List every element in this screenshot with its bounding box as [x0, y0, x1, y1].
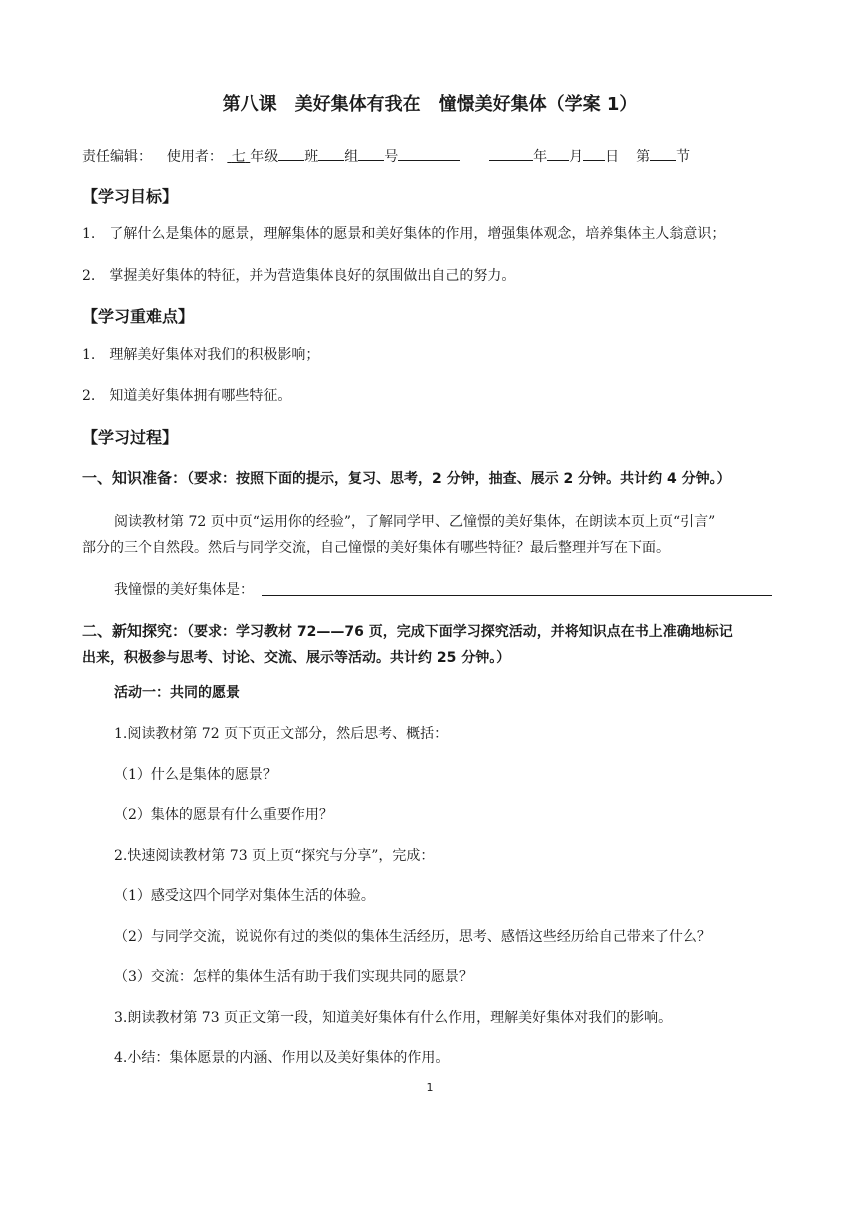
activity-item: 4.小结：集体愿景的内涵、作用以及美好集体的作用。: [114, 1050, 450, 1066]
process-heading: 【学习过程】: [82, 428, 179, 447]
day-blank: [583, 145, 605, 161]
grade-value: 七: [231, 149, 246, 165]
activity-item: （2）与同学交流，说说你有过的类似的集体生活经历，思考、感悟这些经历给自己带来了什么？: [114, 929, 711, 945]
goals-heading: 【学习目标】: [82, 187, 179, 206]
section1-requirement: （要求：按照下面的提示，复习、思考，2 分钟，抽查、展示 2 分钟。共计约 4 分钟。）: [187, 471, 731, 487]
section2-requirement: （要求：学习教材 72——76 页，完成下面学习探究活动，并将知识点在书上准确地标记: [187, 624, 733, 640]
year-blank: [489, 145, 533, 161]
grade-label: 年级: [250, 149, 279, 165]
page-number: 1: [426, 1081, 434, 1094]
user-label: 使用者：: [166, 149, 223, 165]
period-blank: [650, 145, 676, 161]
activity-item: （1）什么是集体的愿景？: [114, 767, 277, 783]
key-points-heading: 【学习重难点】: [82, 307, 195, 326]
section1-paragraph-line: 阅读教材第 72 页中页“运用你的经验”，了解同学甲、乙憧憬的美好集体，在朗读本页上页“引言”: [114, 514, 716, 530]
day-label: 日: [605, 149, 620, 165]
activity-item: （1）感受这四个同学对集体生活的体验。: [114, 888, 375, 904]
section1-heading: [82, 467, 731, 490]
activity-item: （2）集体的愿景有什么重要作用？: [114, 807, 333, 823]
group-label: 组: [344, 149, 359, 165]
activity-title: 活动一：共同的愿景: [114, 685, 240, 701]
page-title: 第八课 美好集体有我在 憧憬美好集体（学案 1）: [222, 94, 638, 115]
year-label: 年: [533, 149, 548, 165]
section1-title: 一、知识准备：: [82, 469, 188, 487]
section2-heading: [82, 620, 733, 643]
activity-item: 2.快速阅读教材第 73 页上页“探究与分享”，完成：: [114, 848, 435, 864]
info-line: [82, 145, 690, 167]
activity-item: 3.朗读教材第 73 页正文第一段，知道美好集体有什么作用，理解美好集体对我们的影响。: [114, 1010, 673, 1026]
group-blank: [318, 145, 344, 161]
section2-requirement-cont: 出来，积极参与思考、讨论、交流、展示等活动。共计约 25 分钟。）: [82, 650, 511, 666]
answer-blank-line: [262, 594, 772, 596]
period-prefix: 第: [636, 149, 651, 165]
activity-item: 1.阅读教材第 72 页下页正文部分，然后思考、概括：: [114, 726, 449, 742]
month-blank: [547, 145, 569, 161]
month-label: 月: [569, 149, 584, 165]
section1-paragraph-line: 部分的三个自然段。然后与同学交流，自己憧憬的美好集体有哪些特征？最后整理并写在下面。: [82, 540, 670, 556]
number-label: 号: [384, 149, 399, 165]
name-blank: [398, 145, 460, 161]
activity-item: （3）交流：怎样的集体生活有助于我们实现共同的愿景？: [114, 969, 473, 985]
answer-label: 我憧憬的美好集体是：: [114, 582, 254, 598]
editor-label: 责任编辑：: [82, 149, 152, 165]
goal-item: 1. 了解什么是集体的愿景，理解集体的愿景和美好集体的作用，增强集体观念，培养集体主人翁意识；: [82, 226, 726, 242]
key-point-item: 1. 理解美好集体对我们的积极影响；: [82, 347, 320, 363]
goal-item: 2. 掌握美好集体的特征，并为营造集体良好的氛围做出自己的努力。: [82, 268, 516, 284]
period-label: 节: [676, 149, 691, 165]
class-label: 班: [304, 149, 319, 165]
key-point-item: 2. 知道美好集体拥有哪些特征。: [82, 388, 292, 404]
number-blank: [358, 145, 384, 161]
section2-title: 二、新知探究：: [82, 622, 188, 640]
class-blank: [278, 145, 304, 161]
